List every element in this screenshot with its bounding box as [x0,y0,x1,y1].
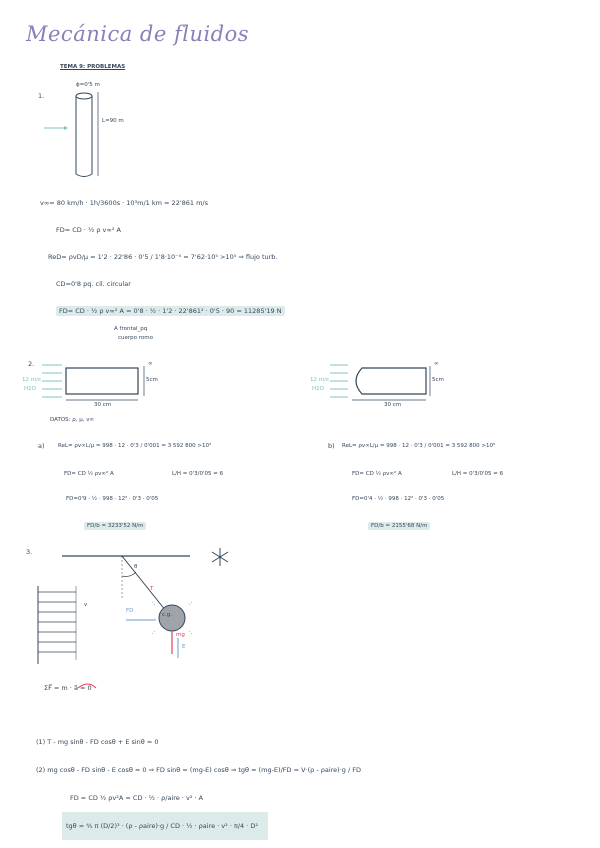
part-a-calc: FD=0'9 · ½ · 998 · 12² · 0'3 · 0'05 [66,496,159,502]
part-a-reynolds: ReL= ρv∞L/μ = 998 · 12 · 0'3 / 0'001 = 3 592 800 >10⁵ [58,443,212,449]
problem3-eq1: (1) T - mg sinθ - FD cosθ + E sinθ = 0 [36,738,159,746]
problem3-buoyancy: E [182,644,186,650]
problem3-newton: ΣF⃗ = m · a⃗ = 0 [44,684,92,692]
problem1-velocity: v∞= 80 km/h · 1h/3600s · 10³m/1 km = 22'861 m/s [40,199,209,207]
problem1-result: FD= CD · ½ ρ v∞² A = 0'8 · ½ · 1'2 · 22'861² · 0'5 · 90 = 11285'19 N [56,306,285,316]
problem2-width-b: 30 cm [384,402,402,408]
part-b-calc: FD=0'4 · ½ · 998 · 12² · 0'3 · 0'05 [352,496,445,502]
problem3-weight: mg [176,632,185,638]
problem3-velocity: v [84,602,88,608]
part-a-ratio: L/H = 0'3/0'05 = 6 [172,471,224,477]
problem3-tension: T [150,586,154,592]
part-b-result: FD/b = 2155'68 N/m [368,522,430,530]
problem2-fluid-label: H2O [24,386,36,392]
part-b-label: b) [328,442,335,450]
problem3-number: 3. [26,548,33,556]
problem2-height-a: 5cm [146,377,158,383]
problem2-infinity-a: ∞ [148,361,153,367]
problem2-flow-label-b: 12 m/s [310,377,329,383]
problem3-eq2: (2) mg cosθ - FD sinθ - E cosθ = 0 ⇒ FD sinθ = (mg-E) cosθ ⇒ tgθ = (mg-E)/FD = V·(ρ - ρaire)·g / FD [36,766,361,774]
problem2-infinity-b: ∞ [434,361,439,367]
part-a-drag: FD= CD ½ ρv∞² A [64,471,114,477]
problem2-fluid-label-b: H2O [312,386,324,392]
problem1-annotation-2: cuerpo romo [118,335,153,341]
part-a-label: a) [38,442,45,450]
part-b-drag: FD= CD ½ ρv∞² A [352,471,402,477]
problem3-drag: FD [126,608,134,614]
problem1-drag-formula: FD= CD · ½ ρ v∞² A [56,226,121,234]
problem3-result: tgθ = ⅘ π (D/2)³ · (ρ - ρaire)·g / CD · ½ · ρaire · v² · π/4 · D² [66,822,258,830]
problem1-number: 1. [38,92,45,100]
problem2-number: 2. [28,360,35,368]
page-title: Mecánica de fluidos [26,22,250,46]
section-subtitle: TEMA 9: PROBLEMAS [60,64,126,70]
problem2-height-b: 5cm [432,377,444,383]
problem3-drag-line: FD = CD ½ ρv²A = CD · ½ · ρ/aire · v² · A [70,794,204,802]
problem1-reynolds: ReD= ρvD/μ = 1'2 · 22'86 · 0'5 / 1'8·10⁻⁵ = 7'62·10⁵ >10⁵ ⇒ flujo turb. [48,253,278,261]
problem2-flow-label: 12 m/s [22,377,41,383]
problem3-angle: θ [134,564,138,570]
part-a-result: FD/b = 3233'52 N/m [84,522,146,530]
problem1-diameter-label: ϕ=0'5 m [76,82,100,88]
problem1-length-label: L=90 m [102,118,124,124]
problem2-data: DATOS: ρ, μ, v∞ [50,417,95,423]
problem2-width-a: 30 cm [94,402,112,408]
problem3-center: c.g. [162,612,173,618]
problem1-annotation-1: A frontal_pq [114,326,148,332]
part-b-reynolds: ReL= ρv∞L/μ = 998 · 12 · 0'3 / 0'001 = 3 592 800 >10⁵ [342,443,496,449]
part-b-ratio: L/H = 0'3/0'05 = 6 [452,471,504,477]
problem1-cd: CD=0'8 pq. cil. circular [56,280,131,288]
